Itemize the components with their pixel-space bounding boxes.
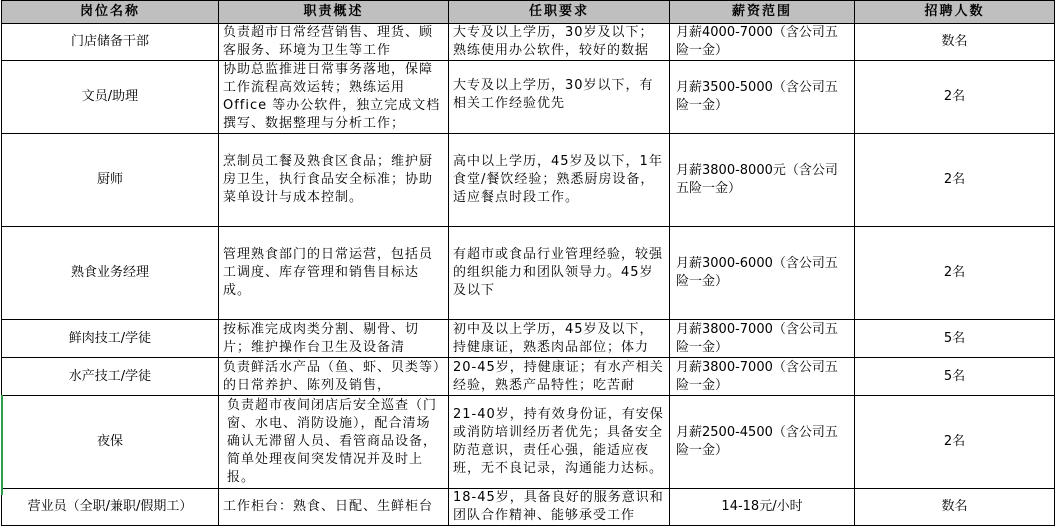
- duties-cell: 管理熟食部门的日常运营，包括员工调度、库存管理和销售目标达成。: [219, 227, 449, 320]
- table-row: [2, 489, 1055, 526]
- selection-edge: [1, 395, 3, 495]
- header-position: 岗位名称: [2, 1, 219, 24]
- salary-cell: 月薪4000-7000（含公司五险一金）: [670, 24, 855, 61]
- duties-cell: 负责超市夜间闭店后安全巡查（门窗、水电、消防设施），配合清场确认无滞留人员、看管商品设备，简单处理夜间突发情况并及时上报。: [219, 396, 449, 489]
- duties-cell: 工作柜台：熟食、日配、生鲜柜台: [219, 489, 449, 526]
- count-cell: 数名: [855, 24, 1055, 61]
- salary-cell: 月薪3000-6000（含公司五险一金）: [670, 227, 855, 320]
- header-requirements: 任职要求: [449, 1, 670, 24]
- header-count: 招聘人数: [855, 1, 1055, 24]
- table-row: [2, 320, 1055, 358]
- position-name: 门店储备干部: [2, 24, 219, 61]
- header-salary: 薪资范围: [670, 1, 855, 24]
- table-row: [2, 227, 1055, 320]
- salary-cell: 月薪2500-4500（含公司五险一金）: [670, 396, 855, 489]
- duties-cell: 烹制员工餐及熟食区食品；维护厨房卫生，执行食品安全标准；协助菜单设计与成本控制。: [219, 134, 449, 227]
- duties-cell: 按标准完成肉类分割、剔骨、切片；维护操作台卫生及设备清: [219, 320, 449, 358]
- duties-cell: 负责鲜活水产品（鱼、虾、贝类等）的日常养护、陈列及销售，: [219, 358, 449, 396]
- requirements-cell: 大专及以上学历，30岁以下，有相关工作经验优先: [449, 61, 670, 134]
- requirements-cell: 21-40岁，持有效身份证，有安保或消防培训经历者优先；具备安全防范意识，责任心强，能适应夜班，无不良记录，沟通能力达标。: [449, 396, 670, 489]
- requirements-cell: 高中以上学历，45岁及以下，1年食堂/餐饮经验；熟悉厨房设备，适应餐点时段工作。: [449, 134, 670, 227]
- salary-cell: 14-18元/小时: [670, 489, 855, 526]
- header-row: [2, 1, 1055, 24]
- position-name: 文员/助理: [2, 61, 219, 134]
- requirements-cell: 大专及以上学历，30岁及以下；熟练使用办公软件，较好的数据: [449, 24, 670, 61]
- job-table: [1, 0, 1055, 526]
- count-cell: 5名: [855, 358, 1055, 396]
- position-name: 水产技工/学徒: [2, 358, 219, 396]
- salary-cell: 月薪3800-7000（含公司五险一金）: [670, 358, 855, 396]
- requirements-cell: 18-45岁，具备良好的服务意识和团队合作精神、能够承受工作: [449, 489, 670, 526]
- position-name: 熟食业务经理: [2, 227, 219, 320]
- table-row: [2, 396, 1055, 489]
- header-duties: 职责概述: [219, 1, 449, 24]
- salary-cell: 月薪3800-8000元（含公司五险一金）: [670, 134, 855, 227]
- table-row: [2, 61, 1055, 134]
- requirements-cell: 20-45岁，持健康证；有水产相关经验，熟悉产品特性；吃苦耐: [449, 358, 670, 396]
- table-row: [2, 358, 1055, 396]
- count-cell: 2名: [855, 227, 1055, 320]
- count-cell: 2名: [855, 134, 1055, 227]
- count-cell: 2名: [855, 61, 1055, 134]
- count-cell: 数名: [855, 489, 1055, 526]
- duties-cell: 负责超市日常经营销售、理货、顾客服务、环境为卫生等工作: [219, 24, 449, 61]
- count-cell: 5名: [855, 320, 1055, 358]
- table-row: [2, 134, 1055, 227]
- table-row: [2, 24, 1055, 61]
- duties-cell: 协助总监推进日常事务落地，保障工作流程高效运转；熟练运用 Office 等办公软件，独立完成文档撰写、数据整理与分析工作；: [219, 61, 449, 134]
- position-name: 夜保: [2, 396, 219, 489]
- salary-cell: 月薪3500-5000（含公司五险一金）: [670, 61, 855, 134]
- position-name: 厨师: [2, 134, 219, 227]
- requirements-cell: 初中及以上学历，45岁及以下，持健康证，熟悉肉品部位；体力: [449, 320, 670, 358]
- count-cell: 2名: [855, 396, 1055, 489]
- position-name: 鲜肉技工/学徒: [2, 320, 219, 358]
- position-name: 营业员（全职/兼职/假期工）: [2, 489, 219, 526]
- requirements-cell: 有超市或食品行业管理经验，较强的组织能力和团队领导力。45岁及以下: [449, 227, 670, 320]
- salary-cell: 月薪3800-7000（含公司五险一金）: [670, 320, 855, 358]
